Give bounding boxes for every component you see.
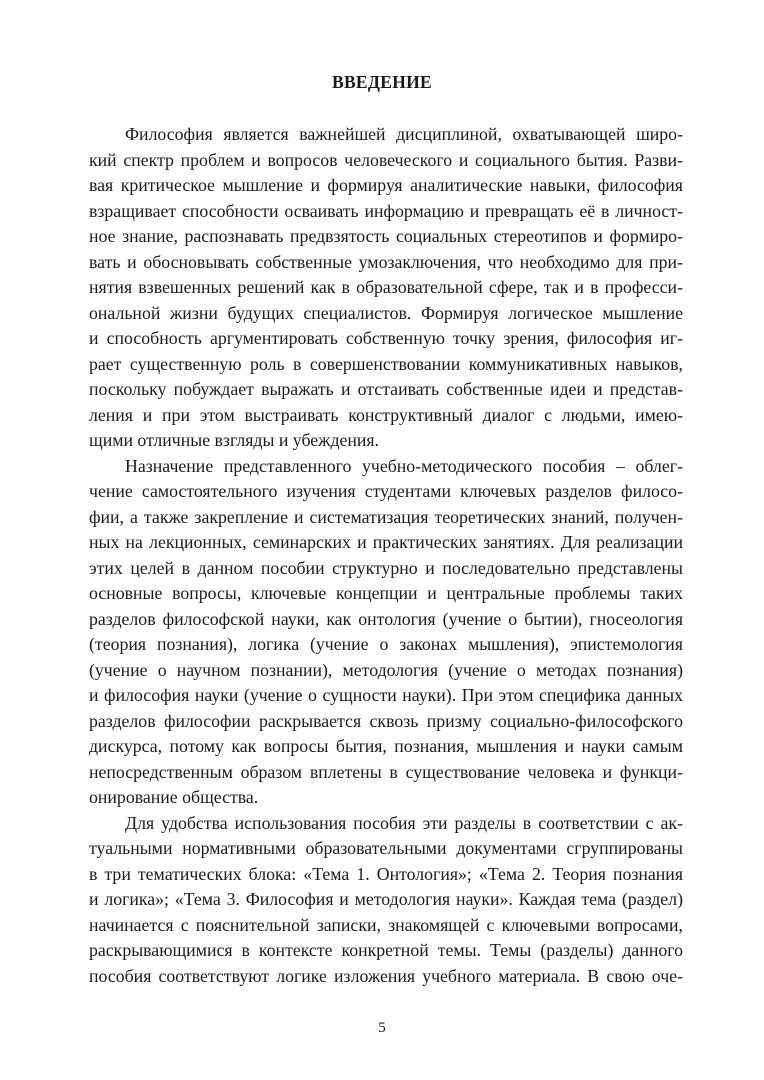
page-title: ВВЕДЕНИЕ (331, 72, 433, 92)
text-line: онирование общества. (89, 787, 259, 807)
text-line: чение самостоятельного изучения студентами ключевых разделов филосо- (89, 481, 683, 501)
text-line: этих целей в данном пособии структурно и последовательно представлены (89, 557, 683, 578)
page-number: 5 (378, 1020, 386, 1036)
text-line: ления и при этом выстраивать конструктивный диалог с людьми, имею- (89, 404, 683, 425)
text-line: Для удобства использования пособия эти разделы в соответствии с ак- (125, 812, 683, 833)
text-line: ональной жизни будущих специалистов. Формируя логическое мышление (89, 302, 683, 323)
text-line: взращивает способности осваивать информацию и превращать её в личност- (89, 200, 683, 221)
text-line: Философия является важнейшей дисциплиной, охватывающей широ- (125, 124, 683, 144)
text-line: и логика»; «Тема 3. Философия и методология науки». Каждая тема (раздел) (89, 889, 683, 909)
text-line: ное знание, распознавать предвзятость социальных стереотипов и формиро- (89, 226, 683, 246)
text-line: пособия соответствуют логике изложения учебного материала. В свою оче- (89, 965, 683, 986)
text-line: (теория познания), логика (учение о законах мышления), эпистемология (89, 634, 683, 654)
text-line: непосредственным образом вплетены в существование человека и функци- (89, 761, 683, 782)
text-line: туальными нормативными образовательными документами сгруппированы (89, 838, 683, 858)
text-line: щими отличные взгляды и убеждения. (89, 430, 380, 450)
text-line: в три тематических блока: «Тема 1. Онтология»; «Тема 2. Теория познания (89, 863, 683, 884)
text-line: раскрывающимися в контексте конкретной темы. Темы (разделы) данного (89, 940, 683, 960)
text-line: нятия взвешенных решений как в образовательной сфере, так и в професси- (89, 277, 683, 297)
paragraph-3 (89, 811, 683, 990)
text-line: и способность аргументировать собственную точку зрения, философия иг- (89, 328, 683, 348)
text-line: (учение о научном познании), методология (учение о методах познания) (89, 659, 683, 680)
text-line: вая критическое мышление и формируя аналитические навыки, философия (89, 175, 683, 195)
paragraph-2 (89, 454, 683, 811)
text-line: и философия науки (учение о сущности науки). При этом специфика данных (89, 685, 683, 705)
text-line: поскольку побуждает выражать и отстаивать собственные идеи и представ- (89, 379, 683, 399)
text-line: дискурса, потому как вопросы бытия, познания, мышления и науки самым (89, 736, 683, 756)
body-text (89, 122, 683, 989)
text-line: рает существенную роль в совершенствовании коммуникативных навыков, (89, 353, 683, 374)
text-line: вать и обосновывать собственные умозаключения, что необходимо для при- (89, 251, 683, 272)
text-line: ных на лекционных, семинарских и практических занятиях. Для реализации (89, 532, 683, 552)
text-line: разделов философии раскрывается сквозь призму социально-философского (89, 710, 683, 731)
text-line: разделов философской науки, как онтология (учение о бытии), гносеология (89, 608, 683, 629)
text-line: Назначение представленного учебно-методического пособия – облег- (125, 455, 683, 476)
text-line: начинается с пояснительной записки, знакомящей с ключевыми вопросами, (89, 914, 683, 935)
paragraph-1 (89, 122, 683, 454)
text-line: фии, а также закрепление и систематизация теоретических знаний, получен- (89, 506, 683, 527)
text-line: основные вопросы, ключевые концепции и центральные проблемы таких (89, 583, 683, 603)
text-line: кий спектр проблем и вопросов человеческого и социального бытия. Разви- (89, 149, 683, 170)
